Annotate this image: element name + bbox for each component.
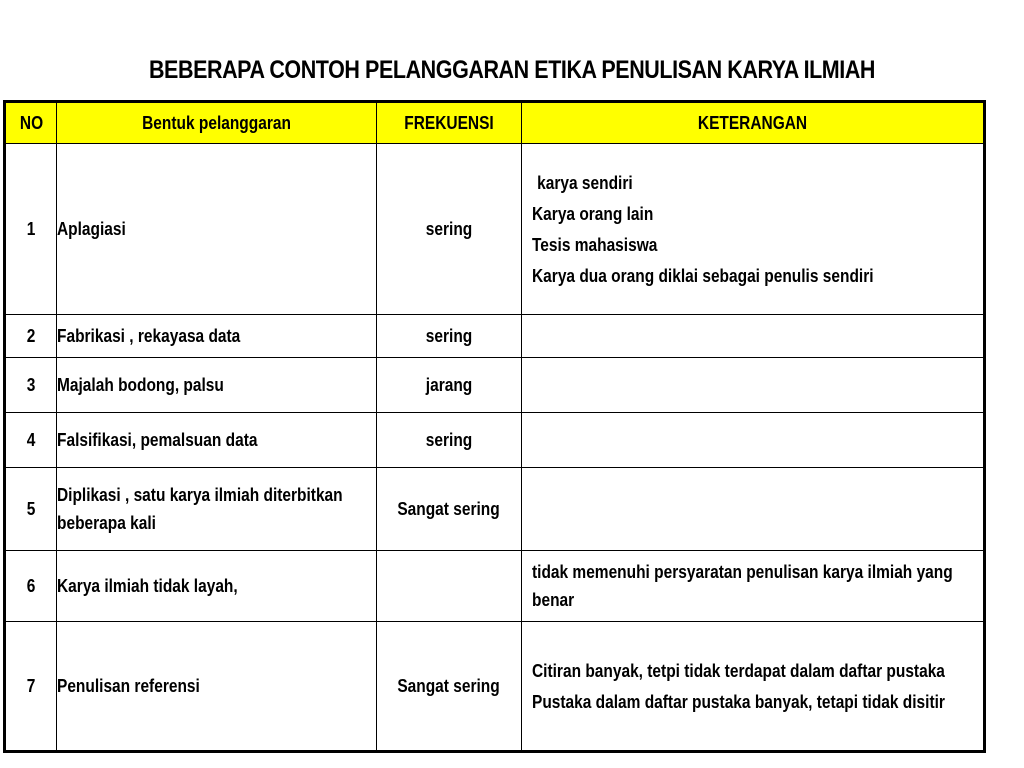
row-no: 6 xyxy=(5,551,57,622)
table-row xyxy=(5,551,985,622)
row-frekuensi: Sangat sering xyxy=(377,622,522,752)
row-bentuk: Diplikasi , satu karya ilmiah diterbitkan beberapa kali xyxy=(57,468,377,551)
row-frekuensi xyxy=(377,551,522,622)
row-keterangan xyxy=(522,144,985,315)
row-no: 7 xyxy=(5,622,57,752)
row-frekuensi: Sangat sering xyxy=(377,468,522,551)
header-no: NO xyxy=(5,102,57,144)
keterangan-item: Karya dua orang diklai sebagai penulis sendiri xyxy=(532,265,874,286)
row-no: 4 xyxy=(5,413,57,468)
table-row xyxy=(5,468,985,551)
header-frekuensi: FREKUENSI xyxy=(377,102,522,144)
table-header-row xyxy=(5,102,985,144)
row-no: 2 xyxy=(5,315,57,358)
row-no: 1 xyxy=(5,144,57,315)
row-keterangan xyxy=(522,358,985,413)
keterangan-item: Tesis mahasiswa xyxy=(532,234,658,255)
keterangan-item: Pustaka dalam daftar pustaka banyak, tetapi tidak disitir xyxy=(532,691,945,712)
row-frekuensi: sering xyxy=(377,413,522,468)
row-no: 3 xyxy=(5,358,57,413)
row-no: 5 xyxy=(5,468,57,551)
keterangan-item: Karya orang lain xyxy=(532,203,654,224)
table-row xyxy=(5,315,985,358)
page-title: BEBERAPA CONTOH PELANGGARAN ETIKA PENULISAN KARYA ILMIAH xyxy=(148,56,876,84)
keterangan-item: karya sendiri xyxy=(537,172,633,193)
row-frekuensi: sering xyxy=(377,144,522,315)
row-bentuk: Aplagiasi xyxy=(57,144,377,315)
row-keterangan xyxy=(522,413,985,468)
row-keterangan xyxy=(522,622,985,752)
row-keterangan xyxy=(522,468,985,551)
row-keterangan xyxy=(522,551,985,622)
row-keterangan xyxy=(522,315,985,358)
table-row xyxy=(5,413,985,468)
violations-table xyxy=(3,100,986,753)
table-row xyxy=(5,622,985,752)
row-frekuensi: jarang xyxy=(377,358,522,413)
row-bentuk: Penulisan referensi xyxy=(57,622,377,752)
header-bentuk: Bentuk pelanggaran xyxy=(57,102,377,144)
header-keterangan: KETERANGAN xyxy=(522,102,985,144)
keterangan-item: tidak memenuhi persyaratan penulisan karya ilmiah yang benar xyxy=(532,562,953,610)
table-row xyxy=(5,144,985,315)
row-bentuk: Karya ilmiah tidak layah, xyxy=(57,551,377,622)
row-bentuk: Majalah bodong, palsu xyxy=(57,358,377,413)
keterangan-item: Citiran banyak, tetpi tidak terdapat dalam daftar pustaka xyxy=(532,660,945,681)
row-frekuensi: sering xyxy=(377,315,522,358)
row-bentuk: Fabrikasi , rekayasa data xyxy=(57,315,377,358)
row-bentuk: Falsifikasi, pemalsuan data xyxy=(57,413,377,468)
table-row xyxy=(5,358,985,413)
